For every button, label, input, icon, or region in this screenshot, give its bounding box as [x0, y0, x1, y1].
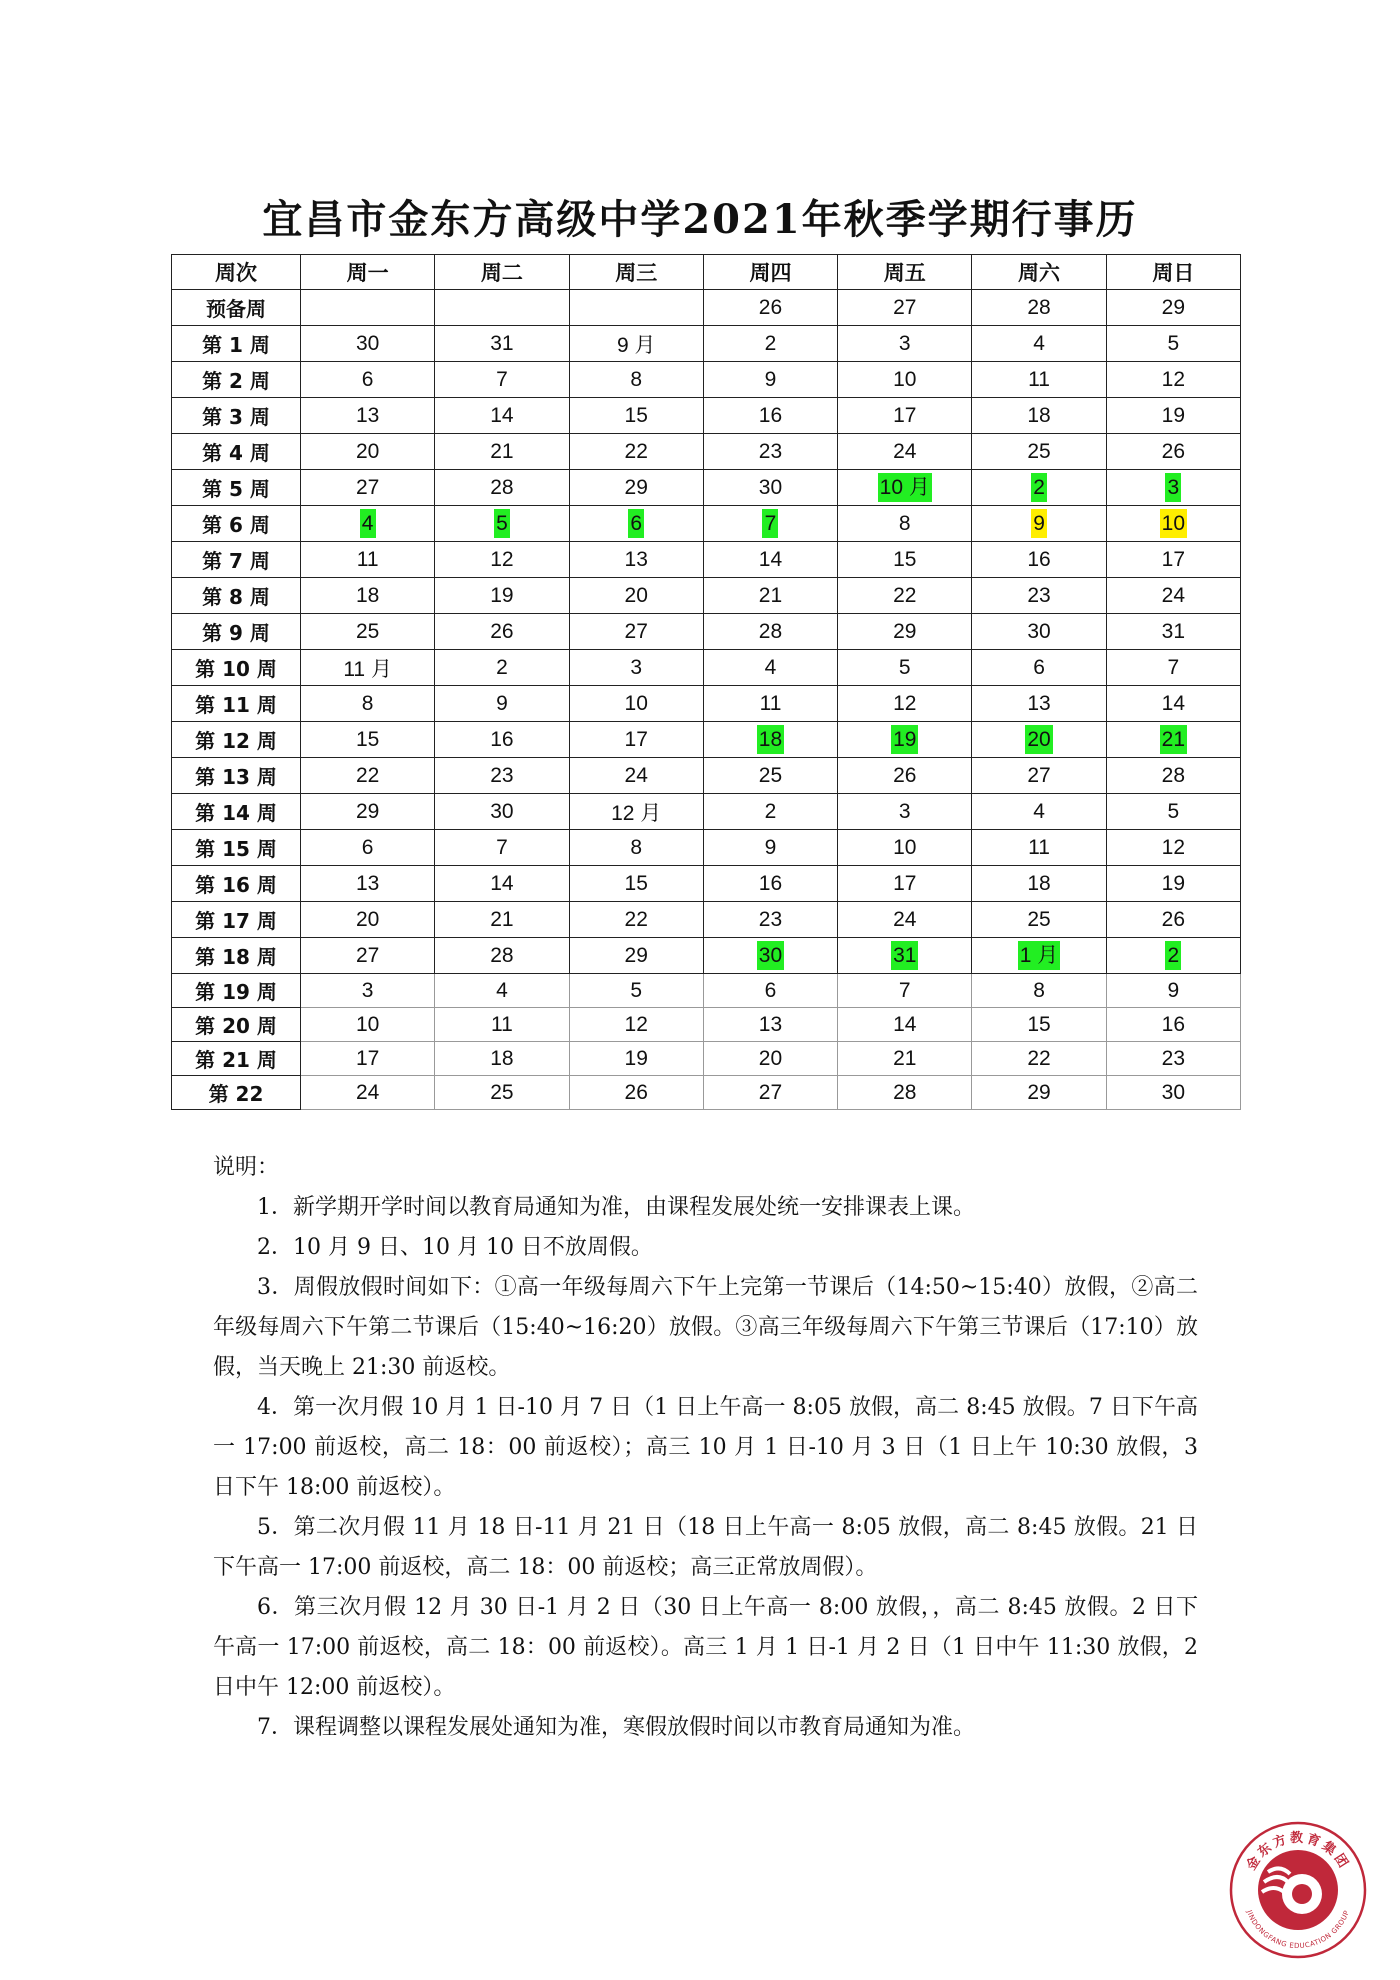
day-cell: 17 — [838, 398, 972, 434]
day-cell: 8 — [301, 686, 435, 722]
table-row — [172, 758, 1241, 794]
day-cell: 16 — [703, 398, 837, 434]
table-row — [172, 362, 1241, 398]
holiday-highlight: 2 — [1165, 941, 1181, 970]
holiday-highlight: 5 — [494, 509, 510, 538]
day-cell: 11 — [703, 686, 837, 722]
header-wed: 周三 — [569, 255, 703, 290]
day-cell: 28 — [435, 470, 569, 506]
holiday-highlight: 20 — [1025, 725, 1052, 754]
table-row — [172, 794, 1241, 830]
day-cell: 12 月 — [569, 794, 703, 830]
day-cell: 9 月 — [569, 326, 703, 362]
week-label: 第 8 周 — [172, 578, 301, 614]
day-cell: 16 — [703, 866, 837, 902]
table-row — [172, 902, 1241, 938]
day-cell — [301, 506, 435, 542]
header-week: 周次 — [172, 255, 301, 290]
week-label: 第 3 周 — [172, 398, 301, 434]
day-cell: 6 — [972, 650, 1106, 686]
header-sun: 周日 — [1106, 255, 1240, 290]
day-cell: 23 — [1106, 1042, 1240, 1076]
day-cell: 3 — [838, 326, 972, 362]
table-row — [172, 542, 1241, 578]
week-label: 第 5 周 — [172, 470, 301, 506]
day-cell — [703, 722, 837, 758]
day-cell: 13 — [703, 1008, 837, 1042]
table-row — [172, 650, 1241, 686]
day-cell: 28 — [1106, 758, 1240, 794]
day-cell: 15 — [301, 722, 435, 758]
table-row — [172, 938, 1241, 974]
svg-text:JINDONGFANG EDUCATION GROUP: JINDONGFANG EDUCATION GROUP — [1244, 1909, 1352, 1951]
day-cell: 13 — [972, 686, 1106, 722]
day-cell: 27 — [301, 470, 435, 506]
calendar-body — [172, 290, 1241, 1110]
holiday-highlight: 18 — [757, 725, 784, 754]
week-label: 第 11 周 — [172, 686, 301, 722]
day-cell: 10 — [838, 830, 972, 866]
holiday-highlight: 4 — [360, 509, 376, 538]
holiday-highlight: 10 — [1160, 509, 1187, 538]
day-cell: 17 — [569, 722, 703, 758]
day-cell: 5 — [1106, 794, 1240, 830]
header-thu: 周四 — [703, 255, 837, 290]
day-cell: 13 — [569, 542, 703, 578]
day-cell: 10 — [301, 1008, 435, 1042]
day-cell: 16 — [972, 542, 1106, 578]
day-cell: 20 — [301, 902, 435, 938]
day-cell: 24 — [569, 758, 703, 794]
day-cell: 2 — [435, 650, 569, 686]
day-cell: 10 — [838, 362, 972, 398]
day-cell — [435, 290, 569, 326]
day-cell: 25 — [703, 758, 837, 794]
day-cell: 25 — [972, 434, 1106, 470]
day-cell: 13 — [301, 398, 435, 434]
day-cell: 25 — [301, 614, 435, 650]
day-cell: 30 — [435, 794, 569, 830]
header-mon: 周一 — [301, 255, 435, 290]
education-group-logo-icon — [1228, 1820, 1368, 1960]
notes-heading: 说明： — [213, 1155, 280, 1180]
week-label: 第 13 周 — [172, 758, 301, 794]
day-cell: 14 — [703, 542, 837, 578]
day-cell: 23 — [703, 902, 837, 938]
table-row — [172, 1076, 1241, 1110]
day-cell — [838, 722, 972, 758]
day-cell: 14 — [435, 398, 569, 434]
day-cell: 12 — [1106, 362, 1240, 398]
day-cell: 26 — [1106, 902, 1240, 938]
day-cell: 15 — [972, 1008, 1106, 1042]
day-cell — [301, 290, 435, 326]
holiday-highlight: 3 — [1165, 473, 1181, 502]
table-row — [172, 1008, 1241, 1042]
week-label: 第 12 周 — [172, 722, 301, 758]
day-cell: 24 — [1106, 578, 1240, 614]
holiday-highlight: 10 月 — [878, 473, 932, 502]
page-title: 宜昌市金东方高级中学2021年秋季学期行事历 — [262, 196, 1138, 243]
week-label: 第 7 周 — [172, 542, 301, 578]
day-cell: 20 — [703, 1042, 837, 1076]
note-item: 7．课程调整以课程发展处通知为准，寒假放假时间以市教育局通知为准。 — [257, 1715, 975, 1740]
week-label: 第 9 周 — [172, 614, 301, 650]
day-cell: 17 — [301, 1042, 435, 1076]
day-cell: 4 — [703, 650, 837, 686]
week-label: 第 16 周 — [172, 866, 301, 902]
day-cell — [972, 470, 1106, 506]
day-cell: 8 — [972, 974, 1106, 1008]
day-cell: 3 — [301, 974, 435, 1008]
day-cell: 22 — [838, 578, 972, 614]
day-cell: 27 — [301, 938, 435, 974]
holiday-highlight: 19 — [891, 725, 918, 754]
day-cell: 3 — [569, 650, 703, 686]
day-cell: 10 — [569, 686, 703, 722]
day-cell: 23 — [972, 578, 1106, 614]
holiday-highlight: 30 — [757, 941, 784, 970]
day-cell — [1106, 722, 1240, 758]
day-cell: 5 — [838, 650, 972, 686]
calendar-table — [171, 254, 1241, 1110]
holiday-highlight: 9 — [1031, 509, 1047, 538]
day-cell: 30 — [1106, 1076, 1240, 1110]
week-label: 第 1 周 — [172, 326, 301, 362]
week-label: 第 21 周 — [172, 1042, 301, 1076]
week-label: 预备周 — [172, 290, 301, 326]
day-cell: 22 — [569, 902, 703, 938]
day-cell — [435, 506, 569, 542]
day-cell: 23 — [435, 758, 569, 794]
table-row — [172, 974, 1241, 1008]
day-cell: 27 — [838, 290, 972, 326]
day-cell: 14 — [838, 1008, 972, 1042]
day-cell: 30 — [301, 326, 435, 362]
day-cell: 22 — [569, 434, 703, 470]
day-cell: 7 — [435, 362, 569, 398]
day-cell: 23 — [703, 434, 837, 470]
day-cell: 2 — [703, 326, 837, 362]
table-row — [172, 722, 1241, 758]
day-cell — [1106, 470, 1240, 506]
day-cell: 19 — [435, 578, 569, 614]
day-cell — [972, 506, 1106, 542]
day-cell: 25 — [435, 1076, 569, 1110]
day-cell — [838, 470, 972, 506]
table-row — [172, 290, 1241, 326]
day-cell: 12 — [1106, 830, 1240, 866]
holiday-highlight: 7 — [762, 509, 778, 538]
notes-list — [213, 1188, 1198, 1748]
day-cell: 24 — [838, 902, 972, 938]
week-label: 第 10 周 — [172, 650, 301, 686]
day-cell: 11 — [972, 362, 1106, 398]
day-cell: 9 — [703, 362, 837, 398]
day-cell: 20 — [569, 578, 703, 614]
day-cell: 27 — [703, 1076, 837, 1110]
day-cell: 18 — [435, 1042, 569, 1076]
day-cell: 24 — [838, 434, 972, 470]
holiday-highlight: 2 — [1031, 473, 1047, 502]
week-label: 第 14 周 — [172, 794, 301, 830]
day-cell: 24 — [301, 1076, 435, 1110]
day-cell: 12 — [435, 542, 569, 578]
holiday-highlight: 1 月 — [1018, 941, 1061, 970]
day-cell — [569, 290, 703, 326]
day-cell: 2 — [703, 794, 837, 830]
note-item: 1．新学期开学时间以教育局通知为准，由课程发展处统一安排课表上课。 — [257, 1195, 975, 1220]
notes-section — [213, 1148, 1198, 1748]
day-cell: 9 — [1106, 974, 1240, 1008]
day-cell: 29 — [1106, 290, 1240, 326]
day-cell: 15 — [569, 866, 703, 902]
day-cell: 4 — [972, 794, 1106, 830]
table-row — [172, 686, 1241, 722]
day-cell: 29 — [569, 470, 703, 506]
day-cell — [972, 938, 1106, 974]
table-row — [172, 614, 1241, 650]
day-cell: 18 — [972, 398, 1106, 434]
table-row — [172, 866, 1241, 902]
day-cell: 11 月 — [301, 650, 435, 686]
day-cell: 28 — [972, 290, 1106, 326]
day-cell — [1106, 938, 1240, 974]
day-cell: 12 — [569, 1008, 703, 1042]
day-cell: 14 — [435, 866, 569, 902]
table-row — [172, 830, 1241, 866]
day-cell — [838, 938, 972, 974]
day-cell: 26 — [435, 614, 569, 650]
day-cell: 17 — [1106, 542, 1240, 578]
header-tue: 周二 — [435, 255, 569, 290]
day-cell: 13 — [301, 866, 435, 902]
header-sat: 周六 — [972, 255, 1106, 290]
note-item: 4．第一次月假 10 月 1 日-10 月 7 日（1 日上午高一 8:05 放假，高二 8:45 放假。7 日下午高一 17:00 前返校，高二 18：00 前返校）；高三 10 月 1 日-10 月 3 日（1 日上午 10:30 放假，3 日下午 18:00 前返校）。 — [213, 1395, 1198, 1500]
day-cell: 17 — [838, 866, 972, 902]
day-cell: 8 — [569, 362, 703, 398]
day-cell: 29 — [838, 614, 972, 650]
day-cell: 12 — [838, 686, 972, 722]
week-label: 第 17 周 — [172, 902, 301, 938]
day-cell: 8 — [569, 830, 703, 866]
header-fri: 周五 — [838, 255, 972, 290]
day-cell: 7 — [435, 830, 569, 866]
day-cell: 6 — [703, 974, 837, 1008]
day-cell: 15 — [569, 398, 703, 434]
week-label: 第 18 周 — [172, 938, 301, 974]
note-item: 5．第二次月假 11 月 18 日-11 月 21 日（18 日上午高一 8:05 放假，高二 8:45 放假。21 日下午高一 17:00 前返校，高二 18：00 前返校；高三正常放周假）。 — [213, 1515, 1198, 1580]
day-cell: 28 — [838, 1076, 972, 1110]
day-cell: 21 — [703, 578, 837, 614]
table-row — [172, 434, 1241, 470]
week-label: 第 22 — [172, 1076, 301, 1110]
table-row — [172, 326, 1241, 362]
table-row — [172, 578, 1241, 614]
day-cell: 15 — [838, 542, 972, 578]
day-cell: 7 — [1106, 650, 1240, 686]
week-label: 第 4 周 — [172, 434, 301, 470]
day-cell: 19 — [569, 1042, 703, 1076]
calendar-header-row — [172, 255, 1241, 290]
day-cell: 11 — [972, 830, 1106, 866]
table-row — [172, 470, 1241, 506]
day-cell: 29 — [972, 1076, 1106, 1110]
note-item: 2．10 月 9 日、10 月 10 日不放周假。 — [257, 1235, 653, 1260]
day-cell: 28 — [703, 614, 837, 650]
day-cell: 30 — [972, 614, 1106, 650]
week-label: 第 2 周 — [172, 362, 301, 398]
day-cell: 26 — [569, 1076, 703, 1110]
day-cell: 14 — [1106, 686, 1240, 722]
week-label: 第 15 周 — [172, 830, 301, 866]
day-cell: 9 — [703, 830, 837, 866]
day-cell — [703, 938, 837, 974]
day-cell: 29 — [301, 794, 435, 830]
day-cell: 5 — [569, 974, 703, 1008]
day-cell — [972, 722, 1106, 758]
day-cell: 6 — [301, 830, 435, 866]
day-cell: 5 — [1106, 326, 1240, 362]
day-cell: 22 — [972, 1042, 1106, 1076]
day-cell: 18 — [301, 578, 435, 614]
day-cell: 28 — [435, 938, 569, 974]
table-row — [172, 1042, 1241, 1076]
week-label: 第 19 周 — [172, 974, 301, 1008]
day-cell: 26 — [838, 758, 972, 794]
day-cell: 26 — [703, 290, 837, 326]
day-cell: 19 — [1106, 398, 1240, 434]
table-row — [172, 506, 1241, 542]
day-cell: 20 — [301, 434, 435, 470]
day-cell: 30 — [703, 470, 837, 506]
note-item: 6．第三次月假 12 月 30 日-1 月 2 日（30 日上午高一 8:00 放假，，高二 8:45 放假。2 日下午高一 17:00 前返校，高二 18：00 前返校）。高三 1 月 1 日-1 月 2 日（1 日中午 11:30 放假，2 日中午 12:00 前返校）。 — [213, 1595, 1198, 1700]
day-cell: 22 — [301, 758, 435, 794]
table-row — [172, 398, 1241, 434]
day-cell: 16 — [1106, 1008, 1240, 1042]
week-label: 第 20 周 — [172, 1008, 301, 1042]
day-cell — [1106, 506, 1240, 542]
day-cell: 21 — [435, 902, 569, 938]
holiday-highlight: 21 — [1160, 725, 1187, 754]
day-cell: 21 — [838, 1042, 972, 1076]
day-cell — [703, 506, 837, 542]
day-cell: 8 — [838, 506, 972, 542]
day-cell: 29 — [569, 938, 703, 974]
day-cell: 11 — [435, 1008, 569, 1042]
day-cell: 31 — [435, 326, 569, 362]
day-cell: 3 — [838, 794, 972, 830]
holiday-highlight: 6 — [628, 509, 644, 538]
day-cell: 4 — [435, 974, 569, 1008]
day-cell: 18 — [972, 866, 1106, 902]
svg-text:金东方教育集团: 金东方教育集团 — [1243, 1831, 1353, 1874]
day-cell: 31 — [1106, 614, 1240, 650]
day-cell: 27 — [972, 758, 1106, 794]
day-cell: 9 — [435, 686, 569, 722]
holiday-highlight: 31 — [891, 941, 918, 970]
day-cell: 19 — [1106, 866, 1240, 902]
day-cell: 4 — [972, 326, 1106, 362]
day-cell: 11 — [301, 542, 435, 578]
day-cell: 21 — [435, 434, 569, 470]
day-cell — [569, 506, 703, 542]
note-item: 3．周假放假时间如下：①高一年级每周六下午上完第一节课后（14:50~15:40）放假，②高二年级每周六下午第二节课后（15:40~16:20）放假。③高三年级每周六下午第三节课后（17:10）放假，当天晚上 21:30 前返校。 — [213, 1275, 1198, 1380]
week-label: 第 6 周 — [172, 506, 301, 542]
day-cell: 26 — [1106, 434, 1240, 470]
day-cell: 7 — [838, 974, 972, 1008]
day-cell: 25 — [972, 902, 1106, 938]
day-cell: 27 — [569, 614, 703, 650]
day-cell: 16 — [435, 722, 569, 758]
day-cell: 6 — [301, 362, 435, 398]
